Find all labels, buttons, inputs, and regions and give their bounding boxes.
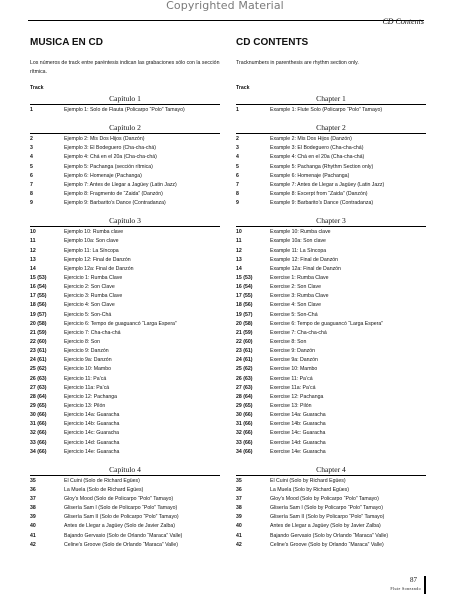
chapter-heading: Chapter 3 <box>316 216 346 226</box>
chapter-heading: Chapter 4 <box>316 464 346 474</box>
track-title: Example 6: Homenaje (Pachanga) <box>270 172 350 179</box>
track-number: 15 (53) <box>30 274 47 281</box>
track-row <box>30 522 220 531</box>
track-number: 38 <box>236 505 242 512</box>
track-number: 19 (57) <box>236 311 253 318</box>
track-row <box>30 320 220 329</box>
track-number: 16 (54) <box>30 284 47 291</box>
track-title: Example 9: Barbarito’s Dance (Contradanza) <box>270 200 374 207</box>
track-number: 37 <box>236 496 242 503</box>
track-title: Exercise 14c: Guaracha <box>270 430 326 437</box>
track-number: 8 <box>30 190 33 197</box>
track-title: Exercise 6: Tempo de guaguancó “Larga Espera” <box>270 320 383 327</box>
track-row <box>30 356 220 365</box>
track-number: 34 (66) <box>30 448 47 455</box>
track-number: 37 <box>30 496 36 503</box>
chapter-rule <box>30 226 220 227</box>
track-row <box>236 429 426 438</box>
track-number: 7 <box>236 181 239 188</box>
track-row <box>30 247 220 256</box>
track-row <box>30 393 220 402</box>
track-row <box>30 106 220 115</box>
track-number: 11 <box>236 238 242 245</box>
track-number: 23 (61) <box>236 348 253 355</box>
track-number: 41 <box>236 532 242 539</box>
spanish-section-title: MUSICA EN CD <box>30 37 103 48</box>
track-number: 13 <box>236 256 242 263</box>
track-row <box>30 365 220 374</box>
track-number: 42 <box>30 541 36 548</box>
chapter-rule <box>236 133 426 134</box>
track-row <box>30 532 220 541</box>
chapter-rule <box>30 104 220 105</box>
track-title: Ejercicio 3: Rumba Clave <box>64 293 123 300</box>
track-title: Ejercicio 10: Mambo <box>64 366 111 373</box>
track-row <box>30 448 220 457</box>
track-row <box>30 477 220 486</box>
track-row <box>236 181 426 190</box>
track-title: Example 3: El Bodeguero (Cha-cha-chá) <box>270 145 364 152</box>
track-title: La Muela (Solo by Richard Egües) <box>270 486 350 493</box>
track-row <box>236 247 426 256</box>
track-number: 24 (61) <box>236 357 253 364</box>
track-row <box>236 347 426 356</box>
track-title: Ejemplo 7: Antes de Llegar a Jagüey (Latin Jazz) <box>64 181 177 188</box>
track-number: 17 (55) <box>236 293 253 300</box>
track-title: Bajando Gervasio (Solo de Orlando “Maraca” Valle) <box>64 532 183 539</box>
track-row <box>30 172 220 181</box>
track-row <box>30 256 220 265</box>
track-number: 16 (54) <box>236 284 253 291</box>
track-title: Exercise 11a: Pa’cá <box>270 384 316 391</box>
spanish-track-list <box>30 94 220 550</box>
track-title: Ejercicio 8: Son <box>64 338 101 345</box>
track-title: Exercise 3: Rumba Clave <box>270 293 329 300</box>
track-row <box>236 338 426 347</box>
track-title: Ejemplo 2: Mis Dos Hijos (Danzón) <box>64 136 145 143</box>
track-number: 22 (60) <box>30 338 47 345</box>
track-row <box>236 144 426 153</box>
track-row <box>30 402 220 411</box>
track-number: 25 (62) <box>236 366 253 373</box>
track-number: 8 <box>236 190 239 197</box>
track-title: Ejemplo 9: Barbarito’s Dance (Contradanza) <box>64 200 166 207</box>
track-row <box>30 495 220 504</box>
track-number: 32 (66) <box>30 430 47 437</box>
track-row <box>30 144 220 153</box>
track-title: Ejercicio 9a: Danzón <box>64 357 112 364</box>
track-row <box>30 153 220 162</box>
track-number: 6 <box>30 172 33 179</box>
track-title: Example 11: La Síncopa <box>270 247 327 254</box>
track-number: 35 <box>30 477 36 484</box>
track-title: Example 7: Antes de Llegar a Jagüey (Latin Jazz) <box>270 181 385 188</box>
track-title: Exercise 5: Son-Chá <box>270 311 318 318</box>
track-number: 28 (64) <box>30 393 47 400</box>
track-title: Ejemplo 4: Chá en el 20a (Cha-cha-chá) <box>64 154 157 161</box>
track-number: 35 <box>236 477 242 484</box>
spanish-intro: Los números de track entre paréntesis indican las grabaciones sólo con la sección rítmica. <box>30 60 220 75</box>
track-title: Bajando Gervasio (Solo by Orlando “Maraca” Valle) <box>270 532 389 539</box>
track-row <box>236 172 426 181</box>
track-title: Example 1: Flute Solo (Policarpo “Polo” Tamayo) <box>270 107 383 113</box>
track-title: Ejercicio 14a: Guaracha <box>64 412 120 419</box>
track-row <box>30 135 220 144</box>
track-number: 13 <box>30 256 36 263</box>
track-number: 4 <box>236 154 239 161</box>
track-row <box>236 163 426 172</box>
track-number: 40 <box>236 523 242 530</box>
track-title: Antes de Llegar a Jagüey (Solo by Javier Zalba) <box>270 523 381 530</box>
track-row <box>30 292 220 301</box>
track-title: Exercise 12: Pachanga <box>270 393 324 400</box>
track-title: Ejercicio 13: Pilón <box>64 402 106 409</box>
track-row <box>30 384 220 393</box>
track-number: 1 <box>236 107 239 113</box>
track-number: 36 <box>236 486 242 493</box>
english-section-title: CD CONTENTS <box>236 37 309 48</box>
track-row <box>30 181 220 190</box>
track-number: 39 <box>236 514 242 521</box>
page-number: 87 <box>410 576 417 584</box>
track-row <box>236 375 426 384</box>
track-row <box>30 163 220 172</box>
track-row <box>236 135 426 144</box>
track-number: 32 (66) <box>236 430 253 437</box>
track-number: 18 (56) <box>236 302 253 309</box>
track-number: 31 (66) <box>30 421 47 428</box>
track-number: 14 <box>236 265 242 272</box>
track-row <box>236 504 426 513</box>
track-row <box>30 199 220 208</box>
track-title: Glisería Sam II (Solo by Policarpo “Polo” Tamayo) <box>270 514 385 521</box>
track-title: Ejemplo 5: Pachanga (sección rítmica) <box>64 163 153 170</box>
track-title: Ejercicio 7: Cha-cha-chá <box>64 329 121 336</box>
track-number: 29 (65) <box>236 402 253 409</box>
track-title: Exercise 4: Son Clave <box>270 302 322 309</box>
track-title: Exercise 11: Pa’cá <box>270 375 313 382</box>
track-title: Example 4: Chá en el 20a (Cha-cha-chá) <box>270 154 365 161</box>
track-number: 40 <box>30 523 36 530</box>
track-title: Ejercicio 14c: Guaracha <box>64 430 120 437</box>
track-number: 23 (61) <box>30 348 47 355</box>
chapter-heading: Chapter 2 <box>316 123 346 133</box>
track-title: Ejemplo 10: Rumba clave <box>64 229 124 236</box>
track-number: 9 <box>236 200 239 207</box>
track-row <box>236 301 426 310</box>
track-number: 9 <box>30 200 33 207</box>
track-row <box>236 384 426 393</box>
track-number: 10 <box>236 229 242 236</box>
track-number: 33 (66) <box>30 439 47 446</box>
track-title: El Cuini (Solo de Richard Egües) <box>64 477 140 484</box>
track-number: 21 (59) <box>236 329 253 336</box>
track-row <box>236 477 426 486</box>
track-title: Gloy’s Mood (Solo by Policarpo “Polo” Tamayo) <box>270 496 379 503</box>
track-title: Exercise 13: Pilón <box>270 402 312 409</box>
track-title: Glisería Sam I (Solo de Policarpo “Polo” Tamayo) <box>64 505 178 512</box>
track-row <box>30 420 220 429</box>
track-row <box>30 329 220 338</box>
track-number: 29 (65) <box>30 402 47 409</box>
track-number: 21 (59) <box>30 329 47 336</box>
track-title: Example 12a: Final de Danzón <box>270 265 341 272</box>
track-row <box>236 439 426 448</box>
track-row <box>30 301 220 310</box>
track-row <box>236 411 426 420</box>
track-row <box>236 393 426 402</box>
track-number: 10 <box>30 229 36 236</box>
english-intro: Tracknumbers in parenthesis are rhythm section only. <box>236 60 359 66</box>
track-row <box>30 265 220 274</box>
track-row <box>236 420 426 429</box>
track-row <box>30 411 220 420</box>
track-title: Ejemplo 1: Solo de Flauta (Policarpo “Polo” Tamayo) <box>64 107 185 113</box>
track-row <box>236 199 426 208</box>
spanish-column <box>30 36 220 550</box>
track-row <box>30 486 220 495</box>
track-row <box>236 495 426 504</box>
track-title: Ejercicio 9: Danzón <box>64 348 109 355</box>
track-row <box>236 153 426 162</box>
track-title: La Muela (Solo de Richard Egües) <box>64 486 144 493</box>
track-row <box>30 513 220 522</box>
track-row <box>236 274 426 283</box>
track-row <box>236 532 426 541</box>
track-number: 5 <box>30 163 33 170</box>
english-track-label: Track <box>236 85 250 91</box>
track-number: 17 (55) <box>30 293 47 300</box>
track-row <box>236 320 426 329</box>
track-title: Ejercicio 12: Pachanga <box>64 393 118 400</box>
track-title: Ejercicio 14d: Guaracha <box>64 439 120 446</box>
track-number: 7 <box>30 181 33 188</box>
track-number: 34 (66) <box>236 448 253 455</box>
track-row <box>30 429 220 438</box>
track-row <box>236 283 426 292</box>
track-number: 31 (66) <box>236 421 253 428</box>
track-number: 26 (63) <box>236 375 253 382</box>
english-track-list <box>236 94 426 550</box>
track-number: 25 (62) <box>30 366 47 373</box>
track-title: Ejercicio 5: Son-Chá <box>64 311 112 318</box>
track-title: Ejemplo 11: La Síncopa <box>64 247 119 254</box>
track-number: 2 <box>236 136 239 143</box>
running-header: CD Contents <box>382 17 424 26</box>
track-title: Ejemplo 8: Fragmento de “Zaida” (Danzón) <box>64 190 163 197</box>
track-title: Example 8: Excerpt from “Zaida” (Danzón) <box>270 190 368 197</box>
track-number: 42 <box>236 541 242 548</box>
track-number: 5 <box>236 163 239 170</box>
track-title: Ejemplo 12a: Final de Danzón <box>64 265 134 272</box>
track-number: 30 (66) <box>30 412 47 419</box>
chapter-rule <box>236 475 426 476</box>
track-title: Example 10a: Son clave <box>270 238 326 245</box>
track-number: 4 <box>30 154 33 161</box>
track-title: Ejemplo 6: Homenaje (Pachanga) <box>64 172 142 179</box>
track-title: Ejercicio 6: Tempo de guaguancó “Larga Espera” <box>64 320 177 327</box>
book-title: Flute Soneando <box>390 586 421 591</box>
track-number: 11 <box>30 238 36 245</box>
track-row <box>236 522 426 531</box>
track-row <box>236 329 426 338</box>
english-column <box>236 36 426 550</box>
chapter-heading: Capítulo 4 <box>109 464 141 474</box>
track-number: 39 <box>30 514 36 521</box>
track-number: 22 (60) <box>236 338 253 345</box>
spanish-track-label: Track <box>30 85 44 91</box>
track-title: Ejemplo 3: El Bodeguero (Cha-cha-chá) <box>64 145 156 152</box>
track-row <box>30 311 220 320</box>
track-number: 27 (63) <box>30 384 47 391</box>
track-title: Celine’s Groove (Solo by Orlando “Maraca” Valle) <box>270 541 384 548</box>
track-number: 18 (56) <box>30 302 47 309</box>
track-row <box>30 439 220 448</box>
track-number: 38 <box>30 505 36 512</box>
copyright-watermark: Copyrighted Material <box>166 0 284 12</box>
track-title: Exercise 2: Son Clave <box>270 284 322 291</box>
track-row <box>236 237 426 246</box>
track-row <box>30 338 220 347</box>
track-title: Glisería Sam II (Solo de Policarpo “Polo” Tamayo) <box>64 514 179 521</box>
track-title: Celine’s Groove (Solo de Orlando “Maraca” Valle) <box>64 541 178 548</box>
track-number: 2 <box>30 136 33 143</box>
track-row <box>236 402 426 411</box>
track-title: Exercise 14d: Guaracha <box>270 439 326 446</box>
track-title: Ejercicio 11: Pa’cá <box>64 375 107 382</box>
track-number: 20 (58) <box>30 320 47 327</box>
track-row <box>30 504 220 513</box>
track-title: Example 12: Final de Danzón <box>270 256 339 263</box>
track-number: 41 <box>30 532 36 539</box>
chapter-rule <box>236 104 426 105</box>
track-row <box>30 274 220 283</box>
track-number: 33 (66) <box>236 439 253 446</box>
track-title: Example 2: Mis Dos Hijos (Danzón) <box>270 136 352 143</box>
track-row <box>236 256 426 265</box>
track-row <box>236 292 426 301</box>
track-title: Ejercicio 11a: Pa’cá <box>64 384 110 391</box>
track-row <box>236 190 426 199</box>
track-number: 19 (57) <box>30 311 47 318</box>
track-row <box>236 541 426 550</box>
track-row <box>236 311 426 320</box>
track-row <box>236 228 426 237</box>
track-title: Exercise 10: Mambo <box>270 366 318 373</box>
track-number: 20 (58) <box>236 320 253 327</box>
track-number: 36 <box>30 486 36 493</box>
chapter-rule <box>30 475 220 476</box>
track-title: Exercise 9a: Danzón <box>270 357 318 364</box>
track-title: Ejercicio 4: Son Clave <box>64 302 115 309</box>
track-title: El Cuini (Solo by Richard Egües) <box>270 477 346 484</box>
track-title: Exercise 1: Rumba Clave <box>270 274 329 281</box>
chapter-heading: Chapter 1 <box>316 94 346 103</box>
header-rule <box>28 20 424 21</box>
track-title: Ejemplo 10a: Son clave <box>64 238 119 245</box>
track-title: Exercise 14a: Guaracha <box>270 412 326 419</box>
track-title: Example 5: Pachanga (Rhythm Section only) <box>270 163 374 170</box>
track-number: 6 <box>236 172 239 179</box>
track-row <box>30 190 220 199</box>
track-title: Antes de Llegar a Jagüey (Solo de Javier Zalba) <box>64 523 176 530</box>
track-row <box>236 513 426 522</box>
track-title: Exercise 8: Son <box>270 338 307 345</box>
track-title: Ejercicio 14e: Guaracha <box>64 448 120 455</box>
track-title: Example 10: Rumba clave <box>270 229 331 236</box>
track-title: Exercise 7: Cha-cha-chá <box>270 329 327 336</box>
chapter-heading: Capítulo 3 <box>109 216 141 226</box>
track-row <box>30 237 220 246</box>
track-row <box>30 228 220 237</box>
track-row <box>30 283 220 292</box>
track-row <box>236 356 426 365</box>
chapter-heading: Capítulo 1 <box>109 94 141 103</box>
track-title: Exercise 14e: Guaracha <box>270 448 326 455</box>
chapter-rule <box>30 133 220 134</box>
track-number: 3 <box>236 145 239 152</box>
track-number: 3 <box>30 145 33 152</box>
track-number: 1 <box>30 107 33 113</box>
track-title: Glisería Sam I (Solo by Policarpo “Polo” Tamayo) <box>270 505 383 512</box>
track-number: 30 (66) <box>236 412 253 419</box>
track-row <box>236 265 426 274</box>
track-row <box>236 106 426 115</box>
track-number: 12 <box>236 247 242 254</box>
track-row <box>30 541 220 550</box>
track-title: Ejemplo 12: Final de Danzón <box>64 256 131 263</box>
track-title: Ejercicio 1: Rumba Clave <box>64 274 123 281</box>
track-number: 12 <box>30 247 36 254</box>
track-title: Ejercicio 14b: Guaracha <box>64 421 120 428</box>
chapter-rule <box>236 226 426 227</box>
track-title: Exercise 14b: Guaracha <box>270 421 326 428</box>
track-row <box>236 365 426 374</box>
track-number: 15 (53) <box>236 274 253 281</box>
track-number: 14 <box>30 265 36 272</box>
track-number: 28 (64) <box>236 393 253 400</box>
footer-bar <box>424 576 426 594</box>
track-number: 27 (63) <box>236 384 253 391</box>
track-title: Exercise 9: Danzón <box>270 348 315 355</box>
track-row <box>236 448 426 457</box>
track-row <box>236 486 426 495</box>
track-number: 24 (61) <box>30 357 47 364</box>
track-title: Gloy’s Mood (Solo de Policarpo “Polo” Tamayo) <box>64 496 174 503</box>
track-title: Ejercicio 2: Son Clave <box>64 284 115 291</box>
track-row <box>30 375 220 384</box>
track-row <box>30 347 220 356</box>
chapter-heading: Capítulo 2 <box>109 123 141 133</box>
track-number: 26 (63) <box>30 375 47 382</box>
